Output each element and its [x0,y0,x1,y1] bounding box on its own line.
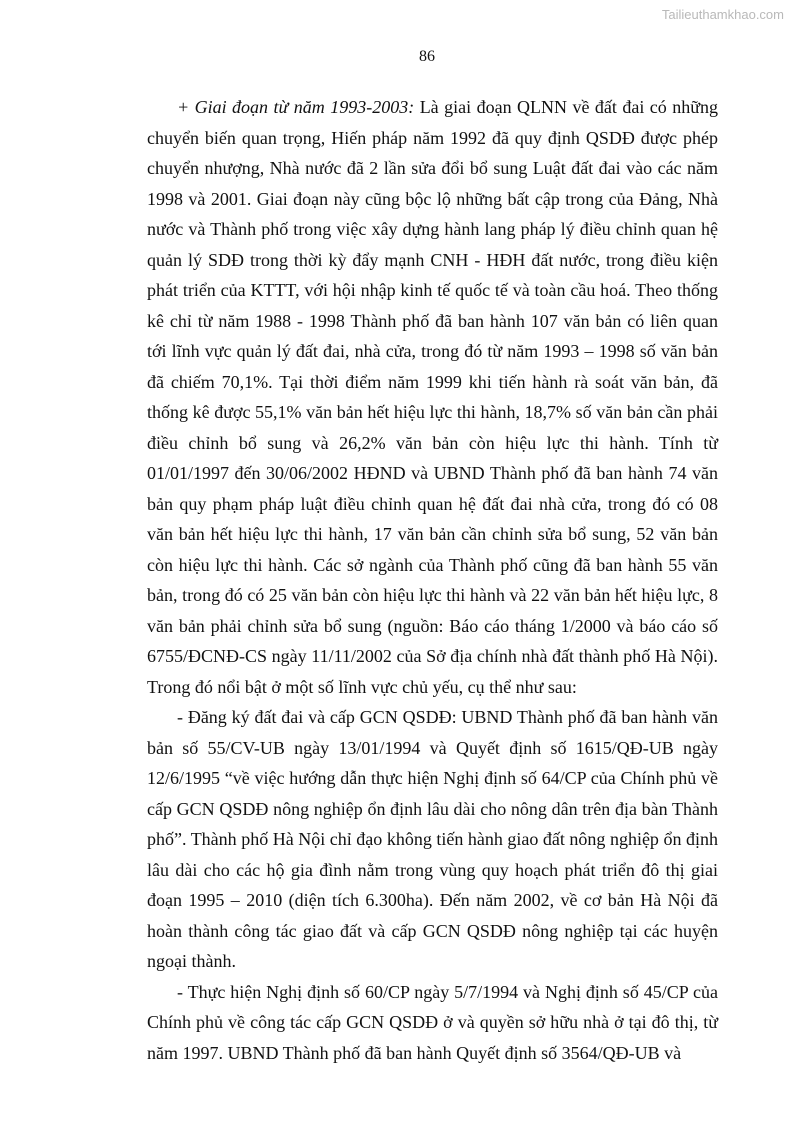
paragraph-dang-ky-dat-dai: - Đăng ký đất đai và cấp GCN QSDĐ: UBND Thành phố đã ban hành văn bản số 55/CV-UB ngày 13/01/1994 và Quyết định số 1615/QĐ-UB ngày 12/6/1995 “về việc hướng dẫn thực hiện Nghị định số 64/CP của Chính phủ về cấp GCN QSDĐ nông nghiệp ổn định lâu dài cho nông dân trên địa bàn Thành phố”. Thành phố Hà Nội chỉ đạo không tiến hành giao đất nông nghiệp ổn định lâu dài cho các hộ gia đình nằm trong vùng quy hoạch phát triển đô thị giai đoạn 1995 – 2010 (diện tích 6.300ha). Đến năm 2002, về cơ bản Hà Nội đã hoàn thành công tác giao đất và cấp GCN QSDĐ nông nghiệp tại các huyện ngoại thành. [147,707,718,971]
paragraph-giai-doan [147,92,718,702]
paragraph-nghi-dinh-60: - Thực hiện Nghị định số 60/CP ngày 5/7/1994 và Nghị định số 45/CP của Chính phủ về công tác cấp GCN QSDĐ ở và quyền sở hữu nhà ở tại đô thị, từ năm 1997. UBND Thành phố đã ban hành Quyết định số 3564/QĐ-UB và [147,981,718,1063]
paragraph-lead-italic: + Giai đoạn từ năm 1993-2003: [177,97,415,117]
paragraph-text: Là giai đoạn QLNN về đất đai có những chuyển biến quan trọng, Hiến pháp năm 1992 đã quy định QSDĐ được phép chuyển nhượng, Nhà nước đã 2 lần sửa đổi bổ sung Luật đất đai vào các năm 1998 và 2001. Giai đoạn này cũng bộc lộ những bất cập trong của Đảng, Nhà nước và Thành phố trong việc xây dựng hành lang pháp lý điều chỉnh quan hệ quản lý SDĐ trong thời kỳ đẩy mạnh CNH - HĐH đất nước, trong điều kiện phát triển của KTTT, với hội nhập kinh tế quốc tế và toàn cầu hoá. Theo thống kê chỉ từ năm 1988 - 1998 Thành phố đã ban hành 107 văn bản có liên quan tới lĩnh vực quản lý đất đai, nhà cửa, trong đó từ năm 1993 – 1998 số văn bản đã chiếm 70,1%. Tại thời điểm năm 1999 khi tiến hành rà soát văn bản, đã thống kê được 55,1% văn bản hết hiệu lực thi hành, 18,7% số văn bản cần phải điều chỉnh bổ sung và 26,2% văn bản còn hiệu lực thi hành. Tính từ 01/01/1997 đến 30/06/2002 HĐND và UBND Thành phố đã ban hành 74 văn bản quy phạm pháp luật điều chỉnh quan hệ đất đai nhà cửa, trong đó có 08 văn bản hết hiệu lực thi hành, 17 văn bản cần chỉnh sửa bổ sung, 52 văn bản còn hiệu lực thi hành. Các sở ngành của Thành phố cũng đã ban hành 55 văn bản, trong đó có 25 văn bản còn hiệu lực thi hành và 22 văn bản hết hiệu lực, 8 văn bản phải chỉnh sửa bổ sung (nguồn: Báo cáo tháng 1/2000 và báo cáo số 6755/ĐCNĐ-CS ngày 11/11/2002 của Sở địa chính nhà đất thành phố Hà Nội). Trong đó nổi bật ở một số lĩnh vực chủ yếu, cụ thể như sau: [147,97,719,697]
watermark: Tailieuthamkhao.com [661,7,784,22]
page-number: 86 [419,48,435,65]
document-body [147,92,718,1068]
